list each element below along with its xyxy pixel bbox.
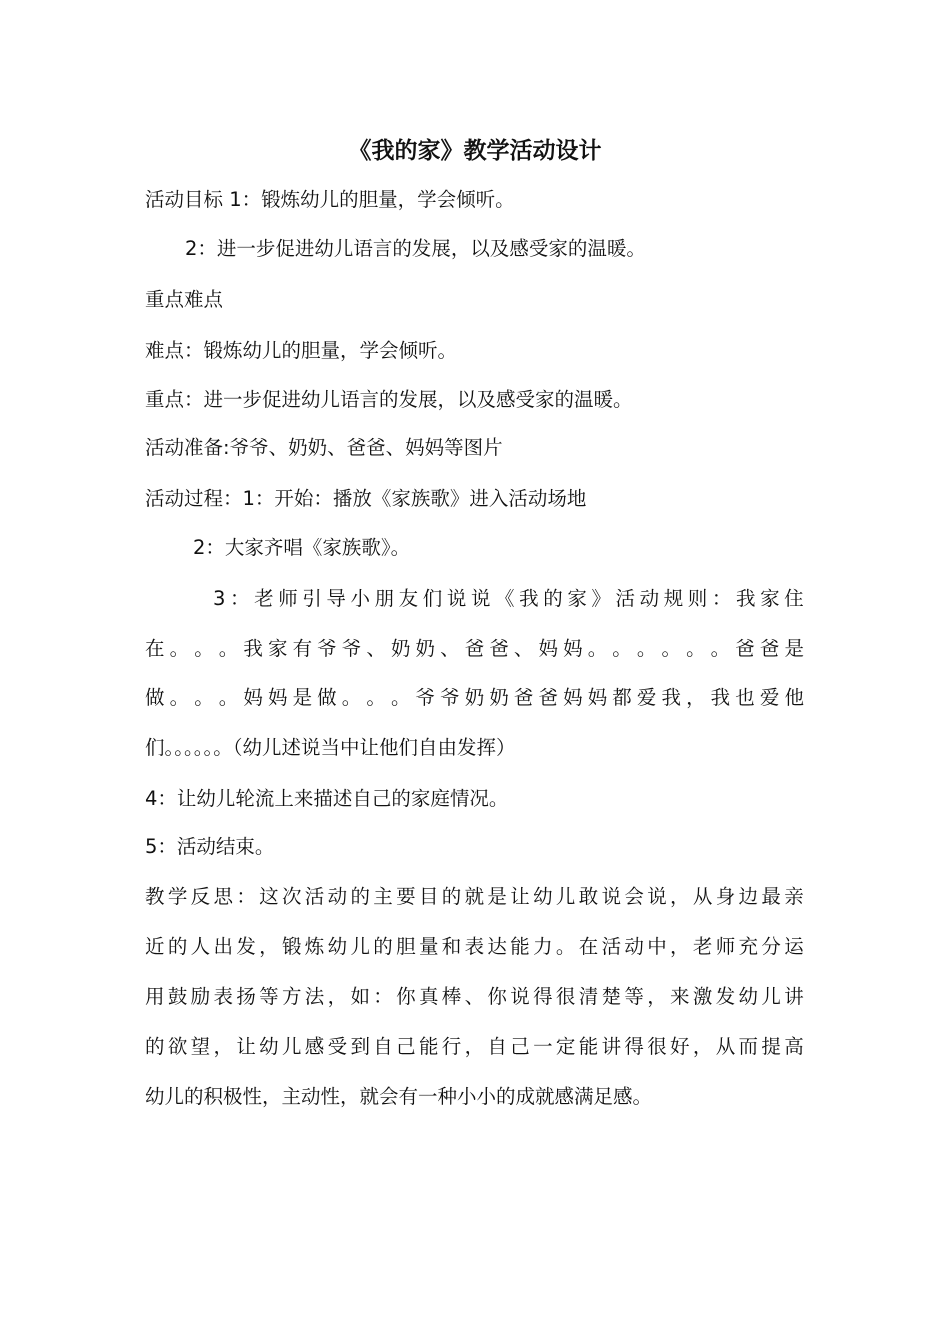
glyph: 欲 bbox=[167, 1035, 188, 1058]
glyph: 有 bbox=[292, 637, 313, 660]
glyph: 师 bbox=[278, 587, 298, 610]
glyph: 表 bbox=[213, 985, 233, 1008]
glyph: 奶 bbox=[489, 686, 509, 709]
glyph: 提 bbox=[761, 1035, 781, 1058]
glyph: ， bbox=[464, 1035, 485, 1058]
glyph: 扬 bbox=[236, 985, 256, 1008]
glyph: 则 bbox=[687, 587, 708, 610]
glyph: 敢 bbox=[578, 885, 599, 908]
glyph: 身 bbox=[715, 885, 736, 908]
reflection-line-3 bbox=[145, 982, 804, 1012]
glyph: ， bbox=[647, 985, 667, 1008]
glyph: 爸 bbox=[538, 686, 559, 709]
glyph: 爷 bbox=[341, 637, 362, 660]
glyph: 中 bbox=[647, 935, 667, 958]
glyph: 3 bbox=[213, 587, 226, 610]
glyph: 妈 bbox=[563, 686, 583, 709]
glyph: 爸 bbox=[489, 637, 509, 660]
glyph: 力 bbox=[533, 935, 553, 958]
glyph: 规 bbox=[663, 587, 684, 610]
glyph: 活 bbox=[601, 935, 622, 958]
glyph: 、 bbox=[464, 985, 485, 1008]
glyph: 讲 bbox=[784, 985, 804, 1008]
glyph: ： bbox=[236, 885, 256, 908]
glyph: 到 bbox=[350, 1035, 370, 1058]
glyph: 棒 bbox=[441, 985, 462, 1008]
glyph: 友 bbox=[398, 587, 419, 610]
glyph: ： bbox=[711, 587, 732, 610]
glyph: 励 bbox=[190, 985, 211, 1008]
glyph: 爸 bbox=[513, 686, 534, 709]
glyph: 我 bbox=[661, 686, 681, 709]
glyph: 胆 bbox=[396, 935, 416, 958]
glyph: 朋 bbox=[374, 587, 395, 610]
process-step-2: 2：大家齐唱《家族歌》。 bbox=[193, 536, 411, 559]
glyph: 发 bbox=[715, 985, 736, 1008]
glyph: 儿 bbox=[350, 935, 370, 958]
glyph: 在 bbox=[578, 935, 599, 958]
glyph: 用 bbox=[145, 985, 165, 1008]
glyph: 奶 bbox=[390, 637, 411, 660]
glyph: 爱 bbox=[759, 686, 780, 709]
glyph: 家 bbox=[760, 587, 780, 610]
glyph: 的 bbox=[145, 1035, 165, 1058]
glyph: 他 bbox=[784, 686, 804, 709]
glyph: 做 bbox=[317, 686, 337, 709]
glyph: 说 bbox=[470, 587, 491, 610]
glyph: 幼 bbox=[738, 985, 759, 1008]
glyph: 反 bbox=[190, 885, 211, 908]
reflection-line-4 bbox=[145, 1032, 804, 1062]
glyph: 儿 bbox=[281, 1035, 302, 1058]
glyph: 让 bbox=[236, 1035, 256, 1058]
glyph: 等 bbox=[624, 985, 644, 1008]
glyph: 让 bbox=[510, 885, 530, 908]
glyph: 儿 bbox=[555, 885, 576, 908]
glyph: 我 bbox=[243, 637, 263, 660]
glyph: 楚 bbox=[601, 985, 622, 1008]
glyph: 也 bbox=[735, 686, 755, 709]
glyph: 炼 bbox=[304, 935, 325, 958]
glyph: 很 bbox=[555, 985, 576, 1008]
glyph: 。 bbox=[661, 637, 681, 660]
glyph: 达 bbox=[487, 935, 507, 958]
justified-text bbox=[145, 1032, 804, 1062]
glyph: 爸 bbox=[759, 637, 780, 660]
glyph: 人 bbox=[190, 935, 211, 958]
process-step-3-line-4: 们。。。。。。（幼儿述说当中让他们自由发挥） bbox=[145, 736, 516, 759]
glyph: 老 bbox=[254, 587, 274, 610]
glyph: 说 bbox=[647, 885, 667, 908]
glyph: 能 bbox=[418, 1035, 439, 1058]
document-title: 《我的家》教学活动设计 bbox=[348, 138, 602, 164]
glyph: 定 bbox=[555, 1035, 576, 1058]
glyph: 爷 bbox=[317, 637, 337, 660]
glyph: 小 bbox=[350, 587, 370, 610]
glyph: 要 bbox=[396, 885, 416, 908]
glyph: 爱 bbox=[636, 686, 657, 709]
glyph: 幼 bbox=[259, 1035, 279, 1058]
reflection-line-5: 幼儿的积极性，主动性，就会有一种小小的成就感满足感。 bbox=[145, 1085, 653, 1108]
glyph: 发 bbox=[236, 935, 256, 958]
glyph: 得 bbox=[533, 985, 553, 1008]
glyph: ， bbox=[670, 885, 690, 908]
glyph: 近 bbox=[145, 935, 165, 958]
glyph: 方 bbox=[281, 985, 302, 1008]
glyph: 次 bbox=[281, 885, 302, 908]
glyph: 很 bbox=[647, 1035, 667, 1058]
process-step-1: 活动过程：1：开始：播放《家族歌》进入活动场地 bbox=[145, 487, 587, 510]
glyph: 而 bbox=[738, 1035, 759, 1058]
key-point-line: 重点：进一步促进幼儿语言的发展，以及感受家的温暖。 bbox=[145, 388, 633, 411]
glyph: 讲 bbox=[601, 1035, 622, 1058]
glyph: 亲 bbox=[784, 885, 804, 908]
glyph: ， bbox=[327, 985, 348, 1008]
glyph: 。 bbox=[194, 637, 214, 660]
glyph: ， bbox=[670, 935, 690, 958]
glyph: 的 bbox=[373, 935, 393, 958]
glyph: 、 bbox=[513, 637, 534, 660]
glyph: 、 bbox=[366, 637, 386, 660]
glyph: 从 bbox=[715, 1035, 736, 1058]
glyph: 我 bbox=[710, 686, 731, 709]
glyph: 思 bbox=[213, 885, 233, 908]
reflection-line-2 bbox=[145, 932, 804, 962]
glyph: 家 bbox=[567, 587, 587, 610]
glyph: 老 bbox=[692, 935, 713, 958]
glyph: 。 bbox=[587, 637, 608, 660]
glyph: 家 bbox=[267, 637, 288, 660]
glyph: 运 bbox=[784, 935, 804, 958]
goal-line-2: 2：进一步促进幼儿语言的发展，以及感受家的温暖。 bbox=[185, 237, 646, 260]
glyph: 的 bbox=[543, 587, 563, 610]
glyph: ： bbox=[373, 985, 393, 1008]
glyph: 住 bbox=[784, 587, 804, 610]
glyph: 行 bbox=[441, 1035, 462, 1058]
glyph: 。 bbox=[218, 637, 239, 660]
glyph: 儿 bbox=[761, 985, 781, 1008]
glyph: 表 bbox=[464, 935, 485, 958]
glyph: 如 bbox=[350, 985, 370, 1008]
glyph: 幼 bbox=[533, 885, 553, 908]
justified-text bbox=[145, 882, 804, 912]
glyph: 等 bbox=[259, 985, 279, 1008]
glyph: 目 bbox=[418, 885, 439, 908]
glyph: 清 bbox=[578, 985, 599, 1008]
glyph: ， bbox=[692, 1035, 713, 1058]
glyph: 妈 bbox=[267, 686, 288, 709]
glyph: 说 bbox=[601, 885, 622, 908]
key-points-heading: 重点难点 bbox=[145, 288, 224, 311]
glyph: 感 bbox=[304, 1035, 325, 1058]
glyph: 妈 bbox=[538, 637, 559, 660]
glyph: 充 bbox=[738, 935, 759, 958]
glyph: 来 bbox=[670, 985, 690, 1008]
glyph: 你 bbox=[396, 985, 416, 1008]
glyph: 和 bbox=[441, 935, 462, 958]
glyph: 幼 bbox=[327, 935, 348, 958]
glyph: 。 bbox=[341, 686, 362, 709]
glyph: 说 bbox=[446, 587, 467, 610]
glyph: 。 bbox=[686, 637, 706, 660]
glyph: 是 bbox=[784, 637, 804, 660]
justified-text bbox=[145, 683, 804, 713]
glyph: 望 bbox=[190, 1035, 211, 1058]
glyph: 好 bbox=[670, 1035, 690, 1058]
justified-text bbox=[145, 932, 804, 962]
glyph: 。 bbox=[555, 935, 576, 958]
glyph: 会 bbox=[624, 885, 644, 908]
glyph: ， bbox=[213, 1035, 233, 1058]
reflection-line-1 bbox=[145, 882, 804, 912]
glyph: 的 bbox=[441, 885, 462, 908]
glyph: 爸 bbox=[464, 637, 485, 660]
glyph: 边 bbox=[738, 885, 759, 908]
glyph: 量 bbox=[418, 935, 439, 958]
glyph: 学 bbox=[167, 885, 188, 908]
glyph: 、 bbox=[440, 637, 460, 660]
glyph: 锻 bbox=[281, 935, 302, 958]
glyph: 动 bbox=[639, 587, 660, 610]
glyph: 教 bbox=[145, 885, 165, 908]
glyph: 妈 bbox=[587, 686, 608, 709]
glyph: 。 bbox=[636, 637, 657, 660]
glyph: 我 bbox=[735, 587, 756, 610]
glyph: 高 bbox=[784, 1035, 804, 1058]
glyph: 受 bbox=[327, 1035, 348, 1058]
glyph: 主 bbox=[373, 885, 393, 908]
glyph: 》 bbox=[591, 587, 611, 610]
glyph: 最 bbox=[761, 885, 781, 908]
process-step-5: 5：活动结束。 bbox=[145, 835, 275, 858]
glyph: 的 bbox=[167, 935, 188, 958]
glyph: 在 bbox=[145, 637, 165, 660]
glyph: 分 bbox=[761, 935, 781, 958]
glyph: 你 bbox=[487, 985, 507, 1008]
glyph: 奶 bbox=[464, 686, 485, 709]
glyph: 师 bbox=[715, 935, 736, 958]
glyph: 动 bbox=[624, 935, 644, 958]
justified-text bbox=[145, 634, 804, 664]
glyph: 这 bbox=[259, 885, 279, 908]
glyph: 爸 bbox=[735, 637, 755, 660]
glyph: ： bbox=[230, 587, 250, 610]
process-step-3-line-3 bbox=[145, 683, 804, 713]
justified-text bbox=[145, 982, 804, 1012]
goal-line-1: 活动目标 1：锻炼幼儿的胆量，学会倾听。 bbox=[145, 188, 515, 211]
glyph: 爷 bbox=[415, 686, 436, 709]
glyph: 。 bbox=[194, 686, 214, 709]
glyph: 妈 bbox=[563, 637, 583, 660]
glyph: 爷 bbox=[440, 686, 460, 709]
glyph: 活 bbox=[304, 885, 325, 908]
glyph: 《 bbox=[495, 587, 515, 610]
glyph: 鼓 bbox=[167, 985, 188, 1008]
glyph: 动 bbox=[327, 885, 348, 908]
glyph: 。 bbox=[169, 637, 190, 660]
glyph: 得 bbox=[624, 1035, 644, 1058]
glyph: 。 bbox=[218, 686, 239, 709]
glyph: 引 bbox=[302, 587, 322, 610]
glyph: 一 bbox=[533, 1035, 553, 1058]
difficulty-line: 难点：锻炼幼儿的胆量，学会倾听。 bbox=[145, 339, 458, 362]
glyph: 。 bbox=[390, 686, 411, 709]
glyph: 己 bbox=[510, 1035, 530, 1058]
glyph: 们 bbox=[422, 587, 443, 610]
glyph: 妈 bbox=[243, 686, 263, 709]
glyph: 法 bbox=[304, 985, 325, 1008]
glyph: 出 bbox=[213, 935, 233, 958]
glyph: 真 bbox=[418, 985, 439, 1008]
glyph: 自 bbox=[373, 1035, 393, 1058]
glyph: 己 bbox=[396, 1035, 416, 1058]
glyph: 从 bbox=[692, 885, 713, 908]
glyph: 说 bbox=[510, 985, 530, 1008]
glyph: 。 bbox=[710, 637, 731, 660]
glyph: 是 bbox=[292, 686, 313, 709]
glyph: 。 bbox=[169, 686, 190, 709]
glyph: 激 bbox=[692, 985, 713, 1008]
glyph: 自 bbox=[487, 1035, 507, 1058]
glyph: 都 bbox=[612, 686, 632, 709]
glyph: 。 bbox=[366, 686, 386, 709]
glyph: 奶 bbox=[415, 637, 436, 660]
glyph: 是 bbox=[487, 885, 507, 908]
process-step-3-line-2 bbox=[145, 634, 804, 664]
glyph: ， bbox=[259, 935, 279, 958]
glyph: 的 bbox=[350, 885, 370, 908]
process-step-4: 4：让幼儿轮流上来描述自己的家庭情况。 bbox=[145, 787, 509, 810]
process-step-3-line-1 bbox=[213, 584, 804, 614]
preparation-line: 活动准备:爷爷、奶奶、爸爸、妈妈等图片 bbox=[145, 436, 503, 459]
justified-text bbox=[213, 584, 804, 614]
glyph: 我 bbox=[519, 587, 539, 610]
glyph: ， bbox=[686, 686, 706, 709]
glyph: 能 bbox=[578, 1035, 599, 1058]
glyph: 导 bbox=[326, 587, 346, 610]
glyph: 就 bbox=[464, 885, 485, 908]
glyph: 做 bbox=[145, 686, 165, 709]
glyph: 。 bbox=[612, 637, 632, 660]
glyph: 活 bbox=[615, 587, 636, 610]
glyph: 能 bbox=[510, 935, 530, 958]
